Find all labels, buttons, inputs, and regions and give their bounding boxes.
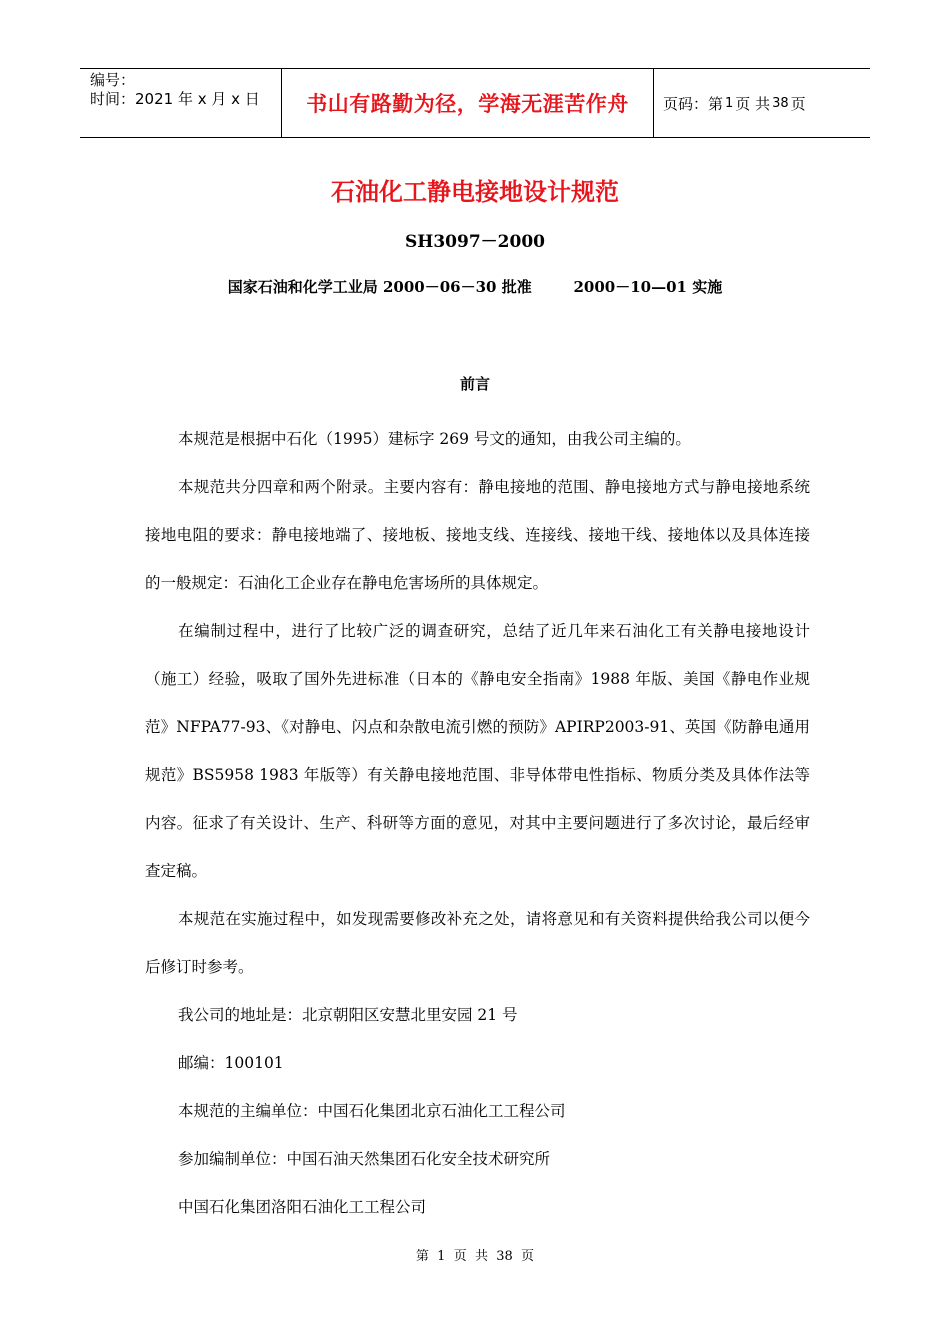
paragraph: 本规范是根据中石化（1995）建标字 269 号文的通知，由我公司主编的。 <box>178 430 691 448</box>
page-current: 1 <box>725 95 734 111</box>
page-footer: 第 1 页 共 38 页 <box>415 1249 535 1264</box>
preface-heading: 前言 <box>459 375 490 393</box>
paragraph: 参加编制单位：中国石油天然集团石化安全技术研究所 <box>178 1150 551 1168</box>
number-label: 编号： <box>90 71 136 89</box>
header-meta <box>80 69 281 137</box>
motto: 书山有路勤为径，学海无涯苦作舟 <box>306 92 629 116</box>
time-label: 时间：2021 年 x 月 x 日 <box>90 90 260 108</box>
paragraph: 本规范在实施过程中，如发现需要修改补充之处，请将意见和有关资料提供给我公司以便今后修订时参考。 <box>145 910 810 976</box>
page-mid: 页 共 <box>735 94 771 113</box>
header-page-info <box>654 69 870 137</box>
paragraph: 本规范共分四章和两个附录。主要内容有：静电接地的范围、静电接地方式与静电接地系统接地电阻的要求：静电接地端了、接地板、接地支线、连接线、接地干线、接地体以及具体连接的一般规定：石油化工企业存在静电危害场所的具体规定。 <box>145 478 810 592</box>
paragraph: 中国石化集团洛阳石油化工工程公司 <box>178 1198 427 1216</box>
page-suffix: 页 <box>790 94 806 113</box>
document-code: SH3097－2000 <box>405 232 545 252</box>
approval-line: 国家石油和化学工业局 2000－06－30 批准 2000－10—01 实施 <box>227 278 723 296</box>
header-motto-cell <box>281 69 654 137</box>
page-prefix: 页码：第 <box>663 94 724 113</box>
paragraph: 在编制过程中，进行了比较广泛的调查研究，总结了近几年来石油化工有关静电接地设计（施工）经验，吸取了国外先进标准（日本的《静电安全指南》1988 年版、美国《静电作业规范》NFPA77-93、《对静电、闪点和杂散电流引燃的预防》APIRP2003-91、英国《防静电通用规范》BS5958 1983 年版等）有关静电接地范围、非导体带电性指标、物质分类及具体作法等内容。征求了有关设计、生产、科研等方面的意见，对其中主要问题进行了多次讨论，最后经审查定稿。 <box>145 622 810 880</box>
document-title: 石油化工静电接地设计规范 <box>331 178 619 206</box>
paragraph: 本规范的主编单位：中国石化集团北京石油化工工程公司 <box>178 1102 566 1120</box>
paragraph: 我公司的地址是：北京朝阳区安慧北里安园 21 号 <box>178 1006 518 1024</box>
page-total: 38 <box>772 95 789 111</box>
paragraph: 邮编：100101 <box>178 1054 284 1072</box>
body-text <box>145 415 810 1231</box>
header-table <box>80 68 870 138</box>
